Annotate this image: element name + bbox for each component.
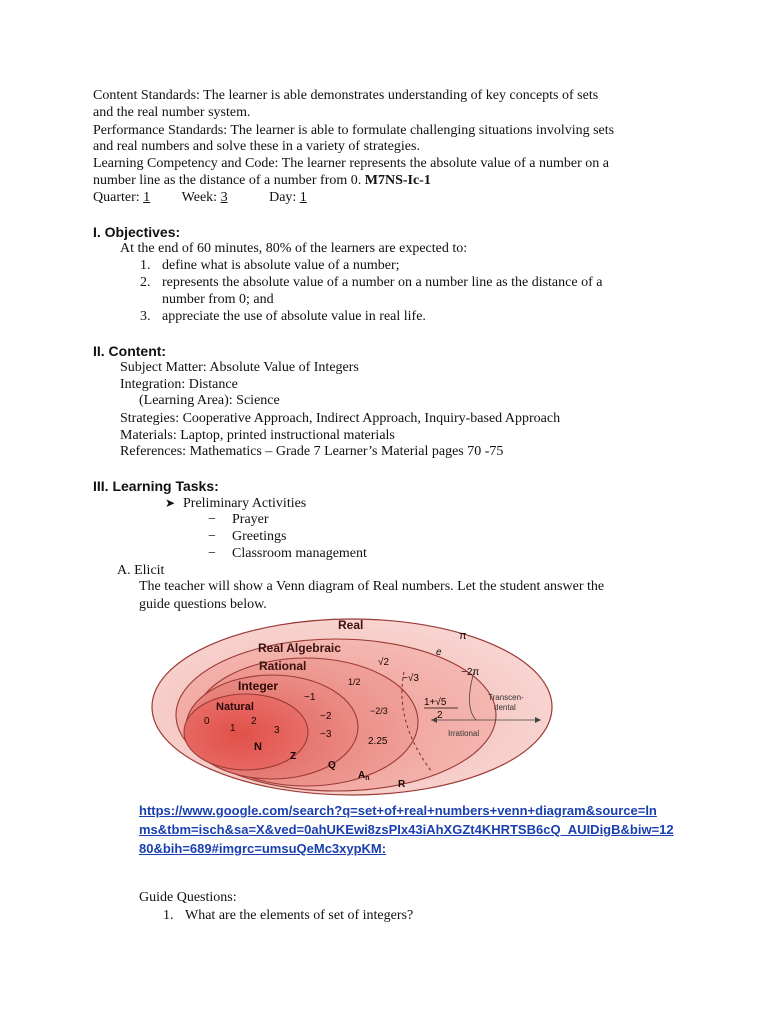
integer-number: −1 bbox=[304, 692, 316, 703]
natural-number: 3 bbox=[274, 725, 280, 736]
algebraic-number-denominator: 2 bbox=[437, 710, 443, 721]
elicit-text-line-2: guide questions below. bbox=[139, 597, 267, 612]
content-standards-line-1: Content Standards: The learner is able demonstrates understanding of key concepts of sets bbox=[93, 88, 599, 103]
symbol-N: N bbox=[254, 741, 262, 753]
symbol-R: R bbox=[398, 779, 406, 790]
symbol-A: $A_n$ bbox=[358, 770, 370, 782]
symbol-Q: Q bbox=[328, 760, 336, 771]
natural-number: 0 bbox=[204, 716, 210, 727]
algebraic-number: √2 bbox=[378, 657, 390, 668]
guide-questions-heading: Guide Questions: bbox=[139, 890, 237, 905]
label-irrational: Irrational bbox=[448, 729, 480, 738]
schedule-line bbox=[93, 190, 307, 206]
integer-number: −2 bbox=[320, 711, 332, 722]
learning-tasks-heading: III. Learning Tasks: bbox=[93, 478, 219, 494]
transcendental-number: −2π bbox=[461, 667, 480, 678]
elicit-heading: A. Elicit bbox=[117, 563, 165, 578]
day-value: 1 bbox=[299, 190, 307, 205]
learning-competency-line-1: Learning Competency and Code: The learner represents the absolute value of a number on a bbox=[93, 156, 609, 171]
label-transcendental-1: Transcen- bbox=[488, 693, 524, 702]
objective-item-3: 3. appreciate the use of absolute value in real life. bbox=[140, 309, 426, 324]
day-label: Day: bbox=[269, 190, 300, 205]
rational-number: −2/3 bbox=[370, 706, 388, 716]
guide-question-1: 1. What are the elements of set of integers? bbox=[163, 908, 414, 923]
elicit-text-line-1: The teacher will show a Venn diagram of Real numbers. Let the student answer the bbox=[139, 579, 605, 594]
strategies: Strategies: Cooperative Approach, Indirect Approach, Inquiry-based Approach bbox=[120, 411, 561, 426]
week-value: 3 bbox=[220, 190, 228, 205]
arrow-bullet-icon: ➤ bbox=[165, 496, 176, 510]
materials: Materials: Laptop, printed instructional materials bbox=[120, 428, 395, 443]
references: References: Mathematics – Grade 7 Learner’s Material pages 70 -75 bbox=[120, 444, 504, 459]
label-transcendental-2: dental bbox=[494, 703, 516, 712]
source-link-line-2[interactable]: ms&tbm=isch&sa=X&ved=0ahUKEwi8zsPIx43iAhXGZt4KHRTSB6cQ_AUIDigB&biw=12 bbox=[139, 822, 674, 837]
natural-number: 2 bbox=[251, 716, 257, 727]
integration: Integration: Distance bbox=[120, 377, 238, 392]
learning-competency-text: number line as the distance of a number from 0. bbox=[93, 173, 365, 188]
label-real-algebraic: Real Algebraic bbox=[258, 641, 341, 655]
competency-code: M7NS-Ic-1 bbox=[364, 173, 431, 188]
content-standards-line-2: and the real number system. bbox=[93, 105, 251, 120]
prelim-item-greetings: − Greetings bbox=[208, 529, 287, 544]
objective-item-2: 2. represents the absolute value of a number on a number line as the distance of a bbox=[140, 275, 603, 290]
rational-number: 2.25 bbox=[368, 736, 388, 747]
label-rational: Rational bbox=[259, 659, 307, 673]
prelim-item-classroom: − Classroom management bbox=[208, 546, 367, 561]
dash-bullet-icon: − bbox=[208, 512, 216, 527]
source-link-line-1[interactable]: https://www.google.com/search?q=set+of+real+numbers+venn+diagram&source=ln bbox=[139, 803, 657, 818]
source-link-line-3[interactable]: 80&bih=689#imgrc=umsuQeMc3xypKM: bbox=[139, 841, 387, 856]
subject-matter: Subject Matter: Absolute Value of Integers bbox=[120, 360, 359, 375]
integer-number: −3 bbox=[320, 729, 332, 740]
objectives-intro: At the end of 60 minutes, 80% of the learners are expected to: bbox=[120, 241, 468, 256]
label-integer: Integer bbox=[238, 679, 279, 693]
symbol-Z: Z bbox=[290, 751, 297, 762]
performance-standards-line-2: and real numbers and solve these in a variety of strategies. bbox=[93, 139, 420, 154]
rational-number: 1/2 bbox=[348, 677, 361, 687]
transcendental-number: e bbox=[436, 647, 442, 658]
label-real: Real bbox=[338, 618, 364, 632]
real-numbers-venn-diagram bbox=[146, 612, 560, 800]
quarter-value: 1 bbox=[143, 190, 151, 205]
label-natural: Natural bbox=[216, 701, 254, 713]
quarter-label: Quarter: bbox=[93, 190, 144, 205]
objective-item-2-continued: number from 0; and bbox=[162, 292, 274, 307]
objectives-heading: I. Objectives: bbox=[93, 224, 181, 240]
prelim-item-prayer: − Prayer bbox=[208, 512, 269, 527]
natural-number: 1 bbox=[230, 723, 236, 734]
week-label: Week: bbox=[181, 190, 221, 205]
algebraic-number: −√3 bbox=[402, 673, 419, 684]
dash-bullet-icon: − bbox=[208, 546, 216, 561]
learning-competency-line-2 bbox=[93, 173, 431, 189]
algebraic-number: 1+√5 bbox=[424, 697, 447, 708]
content-heading: II. Content: bbox=[93, 343, 167, 359]
preliminary-activities: ➤ Preliminary Activities bbox=[165, 496, 307, 511]
learning-area: (Learning Area): Science bbox=[139, 393, 280, 408]
performance-standards-line-1: Performance Standards: The learner is able to formulate challenging situations involving sets bbox=[93, 123, 615, 138]
objective-item-1: 1. define what is absolute value of a number; bbox=[140, 258, 400, 273]
transcendental-number: π bbox=[459, 630, 467, 642]
dash-bullet-icon: − bbox=[208, 529, 216, 544]
